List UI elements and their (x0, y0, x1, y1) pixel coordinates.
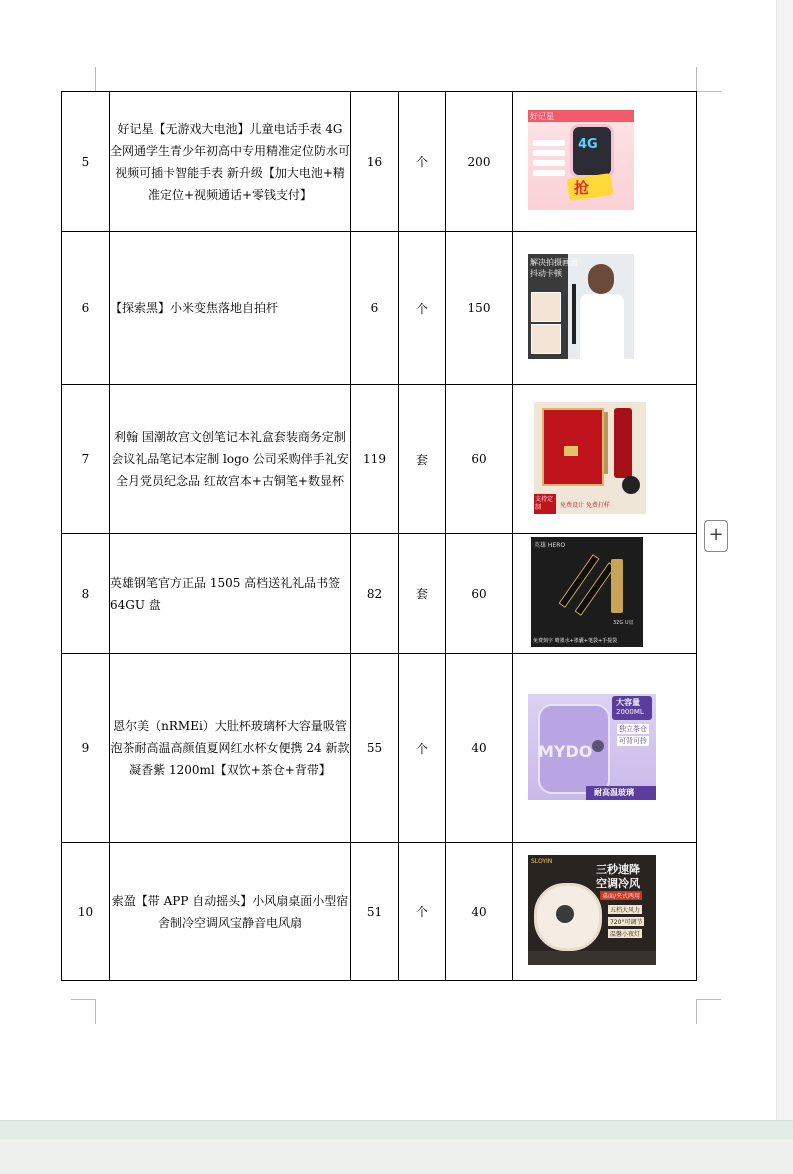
table-row (62, 385, 697, 534)
selfie-stick-product-image (528, 254, 634, 359)
image-cell (513, 843, 697, 981)
table-row (62, 534, 697, 654)
product-table (61, 91, 697, 981)
quantity: 16 (351, 92, 399, 232)
subtitle-text: 桌面/夹式两用 (602, 893, 641, 900)
row-number: 8 (62, 534, 110, 654)
promo-text: 抢 (574, 179, 590, 197)
price: 40 (446, 843, 513, 981)
vertical-scrollbar[interactable] (776, 0, 793, 1120)
title-text-2: 空调冷风 (596, 877, 640, 890)
caption-text: 免费设计 免费打样 (560, 501, 610, 509)
unit: 个 (399, 654, 446, 843)
phone-preview-2 (531, 324, 561, 354)
watch-product-image (528, 110, 634, 210)
quantity: 119 (351, 385, 399, 534)
feature-text-2: 720°可调节 (610, 919, 643, 926)
price: 200 (446, 92, 513, 232)
person-icon (588, 264, 614, 294)
feature-text-2: 可背可拎 (619, 736, 647, 745)
phone-preview-1 (531, 292, 561, 322)
usb-text: 32G U盘 (613, 620, 634, 626)
thermos-icon (614, 408, 632, 478)
brand-text: 好记星 (530, 112, 554, 121)
water-cup-product-image (528, 694, 656, 800)
unit: 个 (399, 92, 446, 232)
price: 60 (446, 534, 513, 654)
feature-text: 五档大风力 (610, 907, 641, 914)
margin-mark-top-right (696, 67, 721, 92)
brand-text: SLOYIN (531, 858, 553, 865)
product-name: 恩尔美（nRMEi）大肚杯玻璃杯大容量吸管泡茶耐高温高颜值夏网红水杯女便携 24 新款 凝香紫 1200ml【双饮+茶仓+背带】 (110, 654, 351, 843)
image-cell (513, 385, 697, 534)
table-row (62, 654, 697, 843)
headline-text-2: 抖动卡顿 (530, 269, 562, 278)
brand-text: 英雄 HERO (534, 542, 566, 549)
price: 150 (446, 232, 513, 385)
headline-text: 解决拍摄画面 (530, 258, 578, 267)
quantity: 51 (351, 843, 399, 981)
capacity-text: 大容量 (616, 697, 640, 707)
product-name: 好记星【无游戏大电池】儿童电话手表 4G 全网通学生青少年初高中专用精准定位防水可视频可插卡智能手表 新升级【加大电池+精准定位+视频通话+零钱支付】 (110, 92, 351, 232)
image-cell (513, 654, 697, 843)
feature-text-3: 温馨小夜灯 (610, 931, 641, 938)
row-number: 7 (62, 385, 110, 534)
unit: 套 (399, 534, 446, 654)
quantity: 55 (351, 654, 399, 843)
bottom-text: 耐高温玻璃 (594, 787, 634, 797)
notebook-gift-set-image (534, 402, 646, 514)
product-name: 索盈【带 APP 自动摇头】小风扇桌面小型宿舍制冷空调风宝静音电风扇 (110, 843, 351, 981)
fountain-pen-gift-box-image (531, 537, 643, 647)
unit: 套 (399, 385, 446, 534)
table-row (62, 92, 697, 232)
unit: 个 (399, 843, 446, 981)
tag-text: 支持定制 (535, 495, 554, 511)
image-cell (513, 534, 697, 654)
desk-fan-product-image (528, 855, 656, 965)
price: 40 (446, 654, 513, 843)
usb-icon (611, 559, 623, 613)
caption-text: 免费刻字 晴墨水+墨囊+笔袋+手提袋 (533, 638, 618, 644)
add-row-button[interactable]: + (704, 520, 728, 552)
selfie-stick-icon (572, 284, 576, 344)
row-number: 10 (62, 843, 110, 981)
product-name: 【探索黑】小米变焦落地自拍杆 (110, 232, 351, 385)
pen-icon (604, 412, 608, 474)
margin-mark-bottom-left (71, 999, 96, 1024)
image-cell (513, 92, 697, 232)
table-row (62, 232, 697, 385)
margin-mark-bottom-right (696, 999, 721, 1024)
status-bar (0, 1120, 793, 1174)
badge-text: 4G (578, 137, 598, 152)
unit: 个 (399, 232, 446, 385)
quantity: 6 (351, 232, 399, 385)
quantity: 82 (351, 534, 399, 654)
price: 60 (446, 385, 513, 534)
row-number: 5 (62, 92, 110, 232)
watermark-text: MYDO (538, 741, 593, 761)
pen-icon (559, 554, 600, 608)
product-name: 英雄钢笔官方正品 1505 高档送礼礼品书签 64GU 盘 (110, 534, 351, 654)
product-name: 利翰 国潮故宫文创笔记本礼盒套装商务定制会议礼品笔记本定制 logo 公司采购伴手礼安全月党员纪念品 红故宫本+古铜笔+数显杯 (110, 385, 351, 534)
margin-mark-top-left (71, 67, 96, 92)
row-number: 6 (62, 232, 110, 385)
table-row (62, 843, 697, 981)
capacity-value: 2000ML (616, 707, 644, 716)
image-cell (513, 232, 697, 385)
play-icon (592, 740, 604, 752)
row-number: 9 (62, 654, 110, 843)
feature-text: 独立茶仓 (619, 724, 647, 733)
title-text: 三秒速降 (596, 863, 640, 876)
